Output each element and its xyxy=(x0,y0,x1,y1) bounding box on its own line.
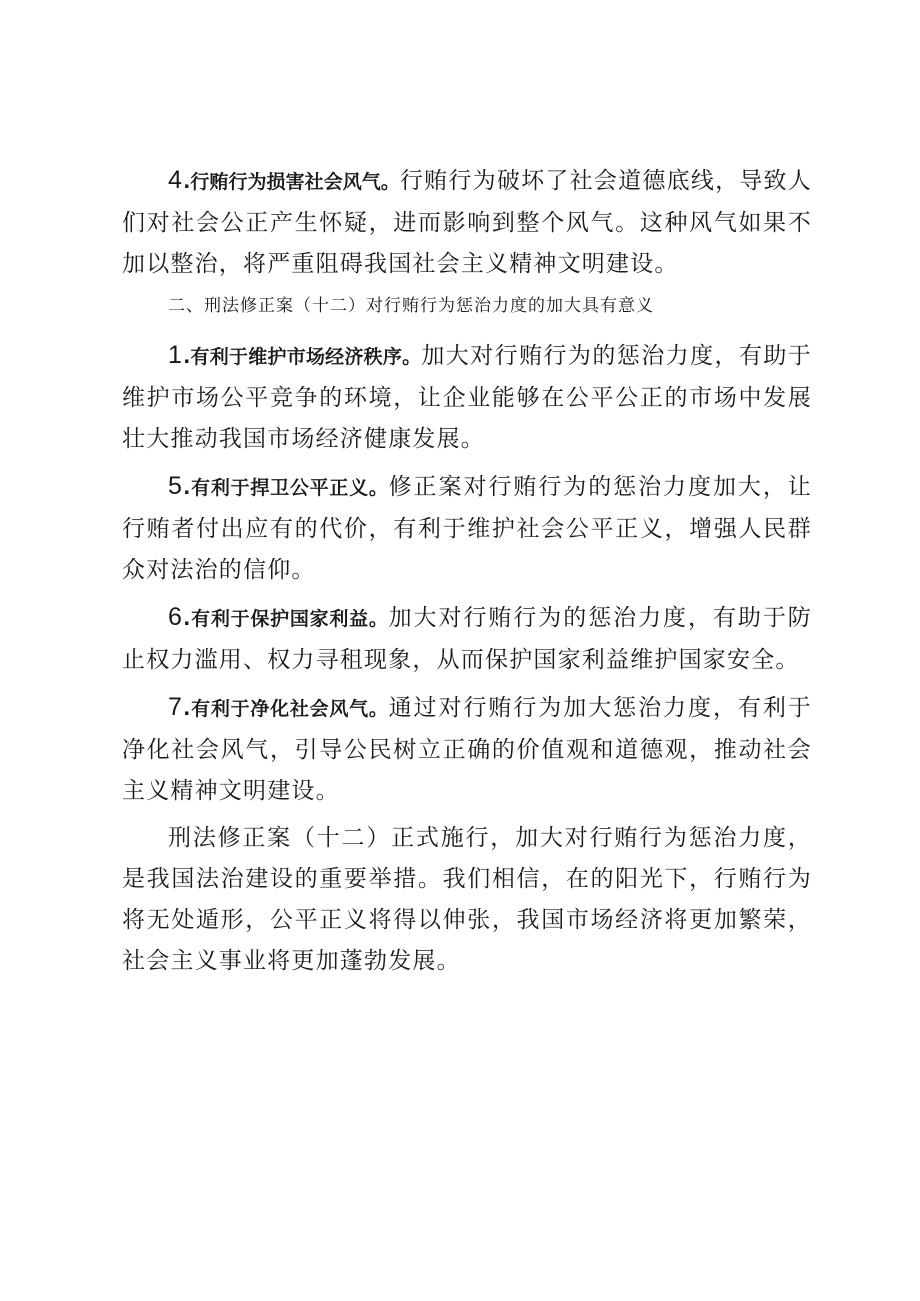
paragraph-body: 修正案对行贿行为的惩治力度加大，让行贿者付出应有的代价，有利于维护社会公平正义，增强人民群众对法治的信仰。 xyxy=(122,474,813,583)
paragraph-lead: .有利于净化社会风气。 xyxy=(183,698,389,720)
paragraph-lead: .有利于捍卫公平正义。 xyxy=(183,477,389,499)
paragraph-number: 6 xyxy=(168,603,184,631)
paragraph-body: 行贿行为破坏了社会道德底线，导致人们对社会公正产生怀疑，进而影响到整个风气。这种风气如果不加以整治，将严重阻碍我国社会主义精神文明建设。 xyxy=(122,168,812,277)
paragraph-6 xyxy=(122,597,812,681)
paragraph-number: 5 xyxy=(168,472,184,500)
paragraph-body: 加大对行贿行为的惩治力度，有助于防止权力滥用、权力寻租现象，从而保护国家利益维护国家安全。 xyxy=(122,605,813,673)
paragraph-lead: .有利于维护市场经济秩序。 xyxy=(183,346,422,368)
paragraph-number: 1 xyxy=(168,341,184,369)
conclusion-paragraph: 刑法修正案（十二）正式施行，加大对行贿行为惩治力度，是我国法治建设的重要举措。我们相信，在的阳光下，行贿行为将无处遁形，公平正义将得以伸张，我国市场经济将更加繁荣，社会主义事业将更加蓬勃发展。 xyxy=(122,825,812,974)
paragraph-number: 7 xyxy=(168,693,184,721)
paragraph-4 xyxy=(122,160,812,285)
paragraph-lead: .行贿行为损害社会风气。 xyxy=(183,171,400,193)
paragraph-7 xyxy=(122,687,812,812)
paragraph-number: 4 xyxy=(168,166,184,194)
paragraph-1 xyxy=(122,335,812,460)
document-page xyxy=(122,160,812,988)
paragraph-lead: .有利于保护国家利益。 xyxy=(183,608,389,630)
paragraph-body: 通过对行贿行为加大惩治力度，有利于净化社会风气，引导公民树立正确的价值观和道德观，推动社会主义精神文明建设。 xyxy=(122,695,813,804)
paragraph-body: 加大对行贿行为的惩治力度，有助于维护市场公平竞争的环境，让企业能够在公平公正的市场中发展壮大推动我国市场经济健康发展。 xyxy=(122,343,813,452)
paragraph-5 xyxy=(122,466,812,591)
section-heading: 二、刑法修正案（十二）对行贿行为惩治力度的加大具有意义 xyxy=(168,296,654,316)
